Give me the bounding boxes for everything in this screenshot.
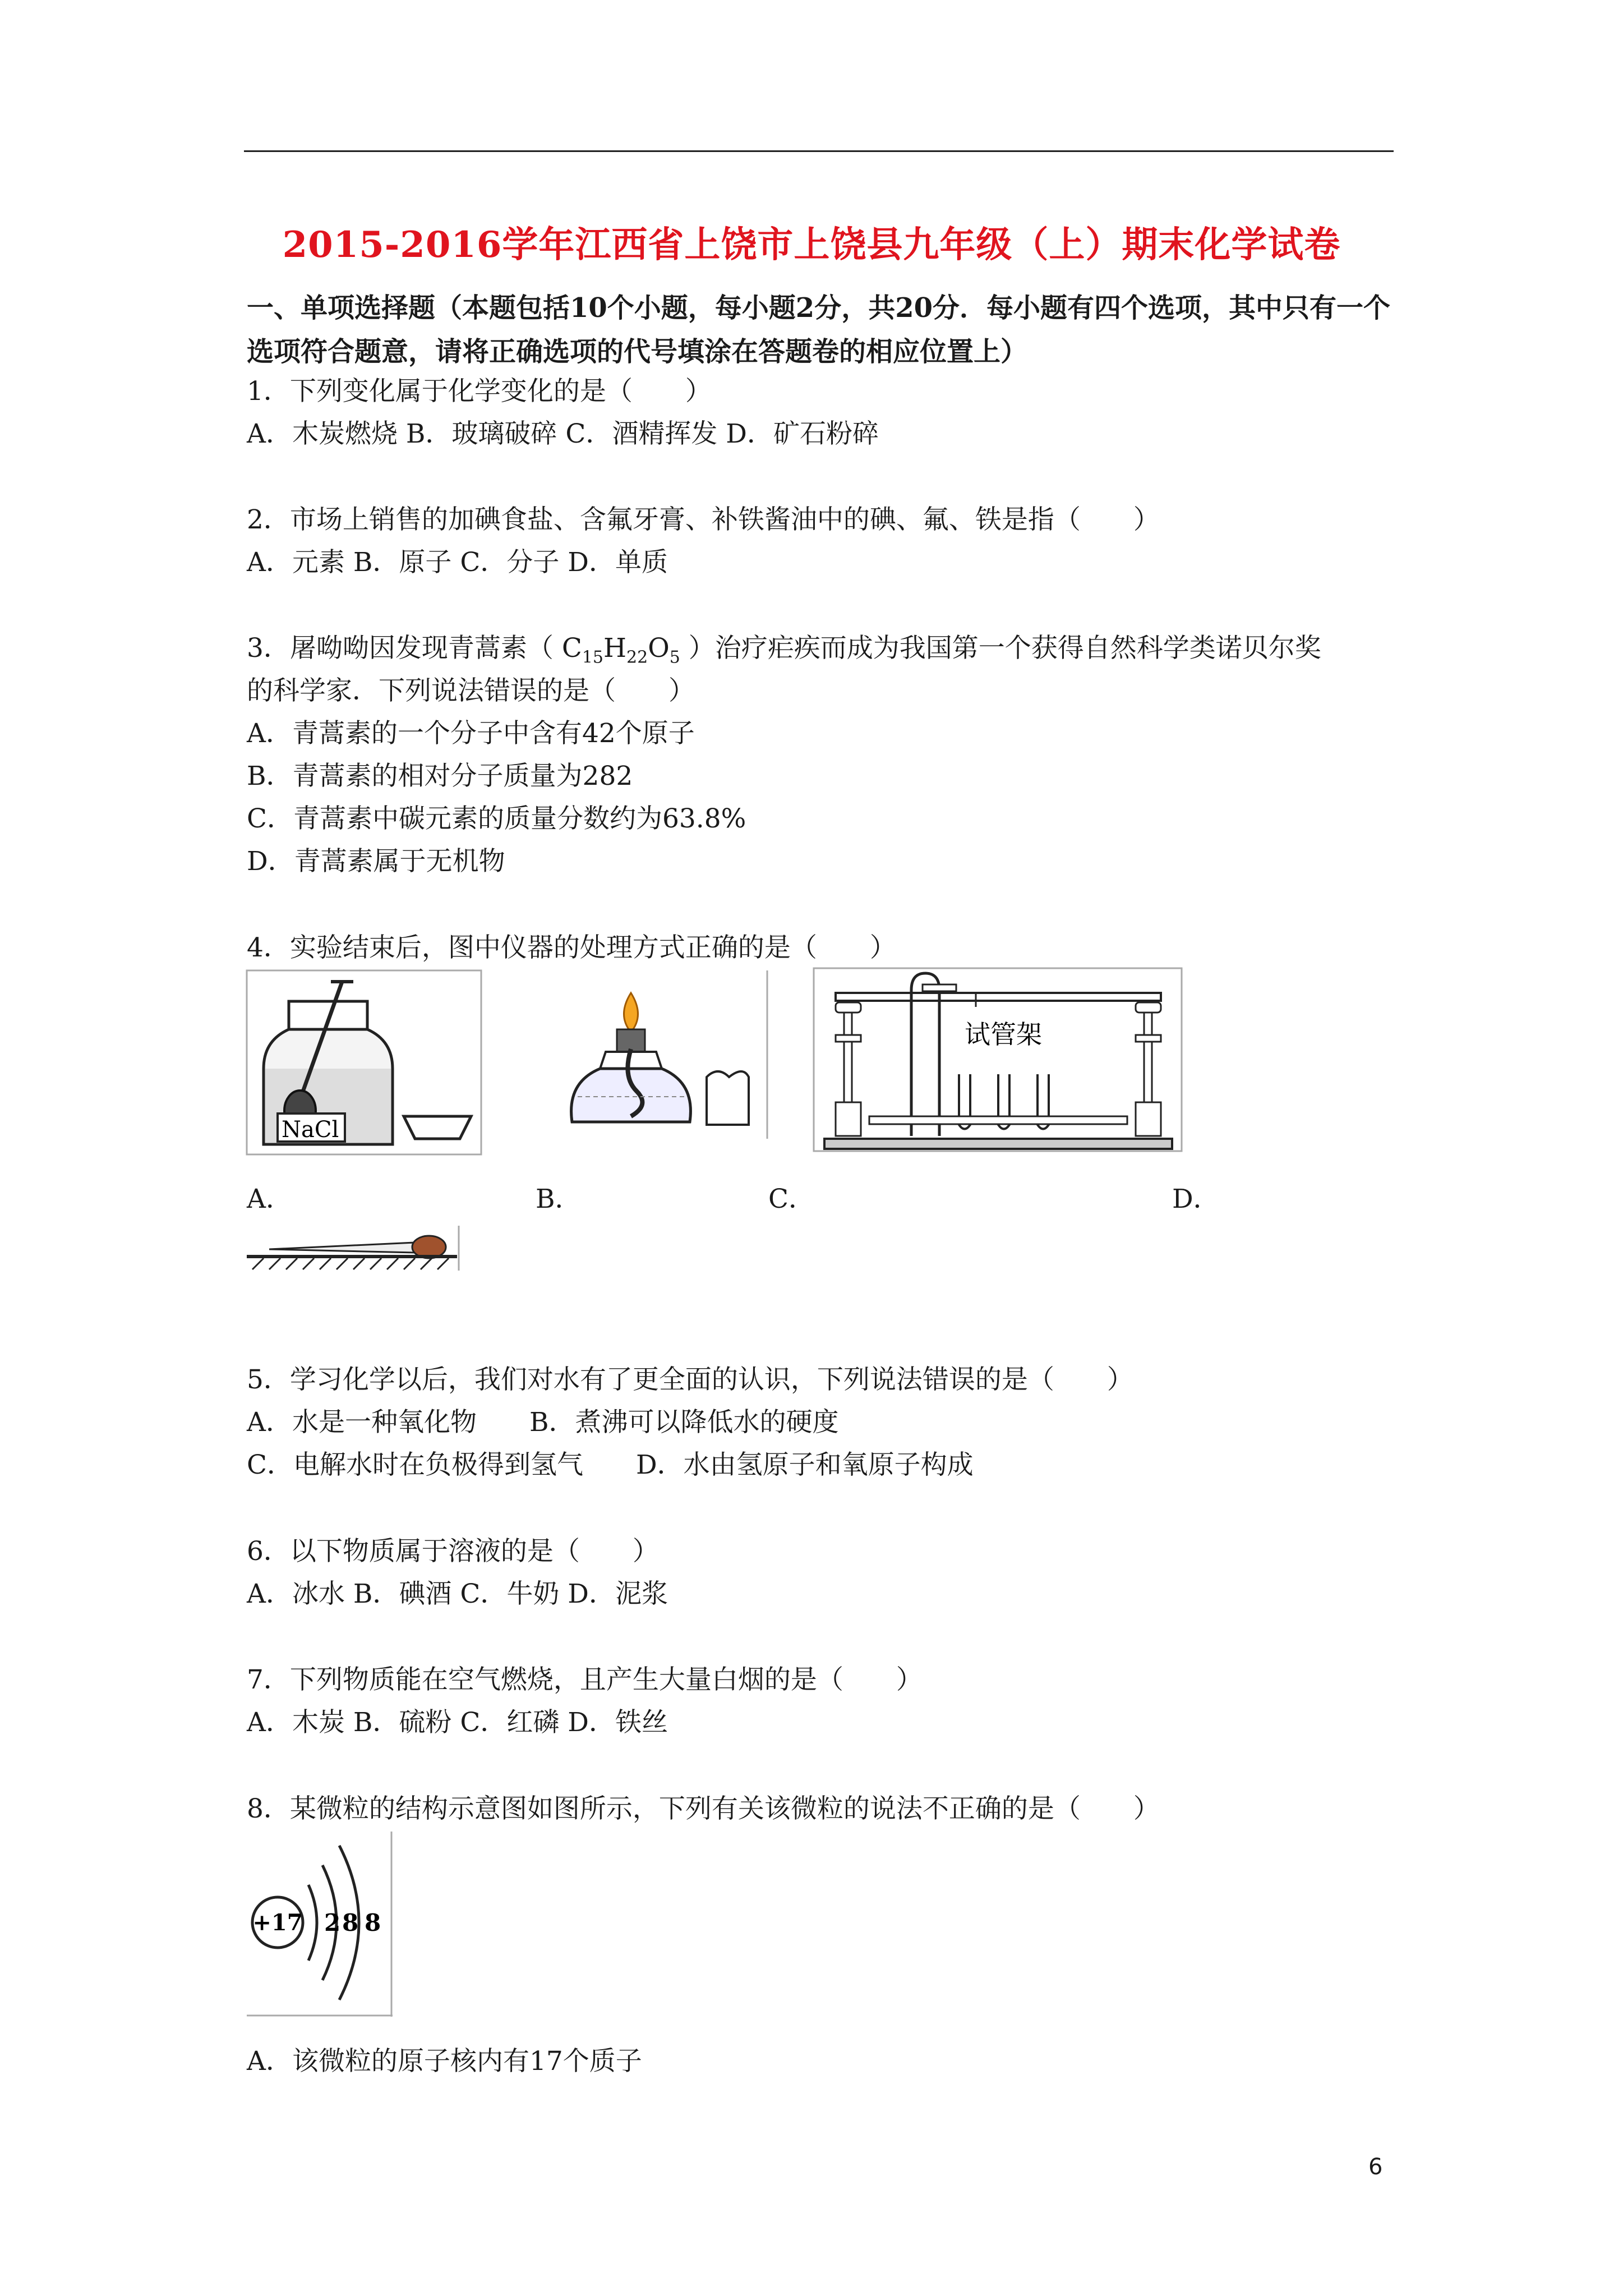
figure-c-test-tube-rack	[813, 968, 1183, 1153]
q7-stem: 7．下列物质能在空气燃烧，且产生大量白烟的是（ ）	[247, 1664, 923, 1695]
q1-options: A．木炭燃烧 B．玻璃破碎 C．酒精挥发 D．矿石粉碎	[247, 418, 879, 449]
page-title: 2015-2016学年江西省上饶市上饶县九年级（上）期末化学试卷	[282, 224, 1341, 266]
bottle-label: NaCl	[282, 1117, 339, 1143]
figure-a-bottle-spoon	[247, 970, 482, 1156]
q3-option-a: A．青蒿素的一个分子中含有42个原子	[247, 718, 695, 749]
header-rule	[244, 150, 1394, 152]
q2-stem: 2．市场上销售的加碘食盐、含氟牙膏、补铁酱油中的碘、氟、铁是指（ ）	[247, 504, 1160, 535]
shell-1-electrons: 2	[324, 1909, 341, 1936]
q6-options: A．冰水 B．碘酒 C．牛奶 D．泥浆	[247, 1579, 668, 1609]
q8-stem: 8．某微粒的结构示意图如图所示，下列有关该微粒的说法不正确的是（ ）	[247, 1793, 1160, 1824]
section-heading: 一、单项选择题（本题包括10个小题，每小题2分，共20分．每小题有四个选项，其中只有一个选项符合题意，请将正确选项的代号填涂在答题卷的相应位置上）	[247, 292, 1390, 367]
q4-label-c: C．	[768, 1184, 815, 1214]
q7-options: A．木炭 B．硫粉 C．红磷 D．铁丝	[247, 1707, 668, 1738]
q3-option-c: C．青蒿素中碳元素的质量分数约为63.8%	[247, 803, 746, 834]
q3-stem: 3．屠呦呦因发现青蒿素（ $C_{15}H_{22}O_5$ ）治疗疟疾而成为我国第一个获得自然科学类诺贝尔奖	[247, 633, 1321, 668]
figure-b-alcohol-lamp	[533, 970, 768, 1139]
q4-label-d: D．	[1172, 1184, 1220, 1214]
q3-option-b: B．青蒿素的相对分子质量为282	[247, 761, 633, 792]
nucleus-charge: +17	[252, 1910, 303, 1936]
q4-stem: 4．实验结束后，图中仪器的处理方式正确的是（ ）	[247, 932, 896, 963]
page-number: 6	[1368, 2154, 1383, 2180]
q4-label-b: B．	[536, 1184, 582, 1214]
shell-2-electrons: 8	[342, 1909, 359, 1936]
q2-options: A．元素 B．原子 C．分子 D．单质	[247, 547, 668, 578]
q5-stem: 5．学习化学以后，我们对水有了更全面的认识，下列说法错误的是（ ）	[247, 1364, 1133, 1395]
rack-label: 试管架	[965, 1019, 1042, 1050]
q4-label-a: A．	[247, 1184, 292, 1214]
q3-option-d: D．青蒿素属于无机物	[247, 846, 505, 877]
q6-stem: 6．以下物质属于溶液的是（ ）	[247, 1536, 659, 1567]
figure-d-dropper	[247, 1226, 460, 1271]
q5-options-line2: C．电解水时在负极得到氢气 D．水由氢原子和氧原子构成	[247, 1450, 974, 1480]
q8-option-a: A．该微粒的原子核内有17个质子	[247, 2046, 642, 2077]
atomic-structure-diagram	[247, 1832, 393, 2017]
q1-stem: 1．下列变化属于化学变化的是（ ）	[247, 376, 712, 407]
shell-3-electrons: 8	[365, 1909, 381, 1936]
q5-options-line1: A．水是一种氧化物 B．煮沸可以降低水的硬度	[247, 1407, 839, 1438]
q3-stem-line2: 的科学家．下列说法错误的是（ ）	[247, 675, 695, 706]
